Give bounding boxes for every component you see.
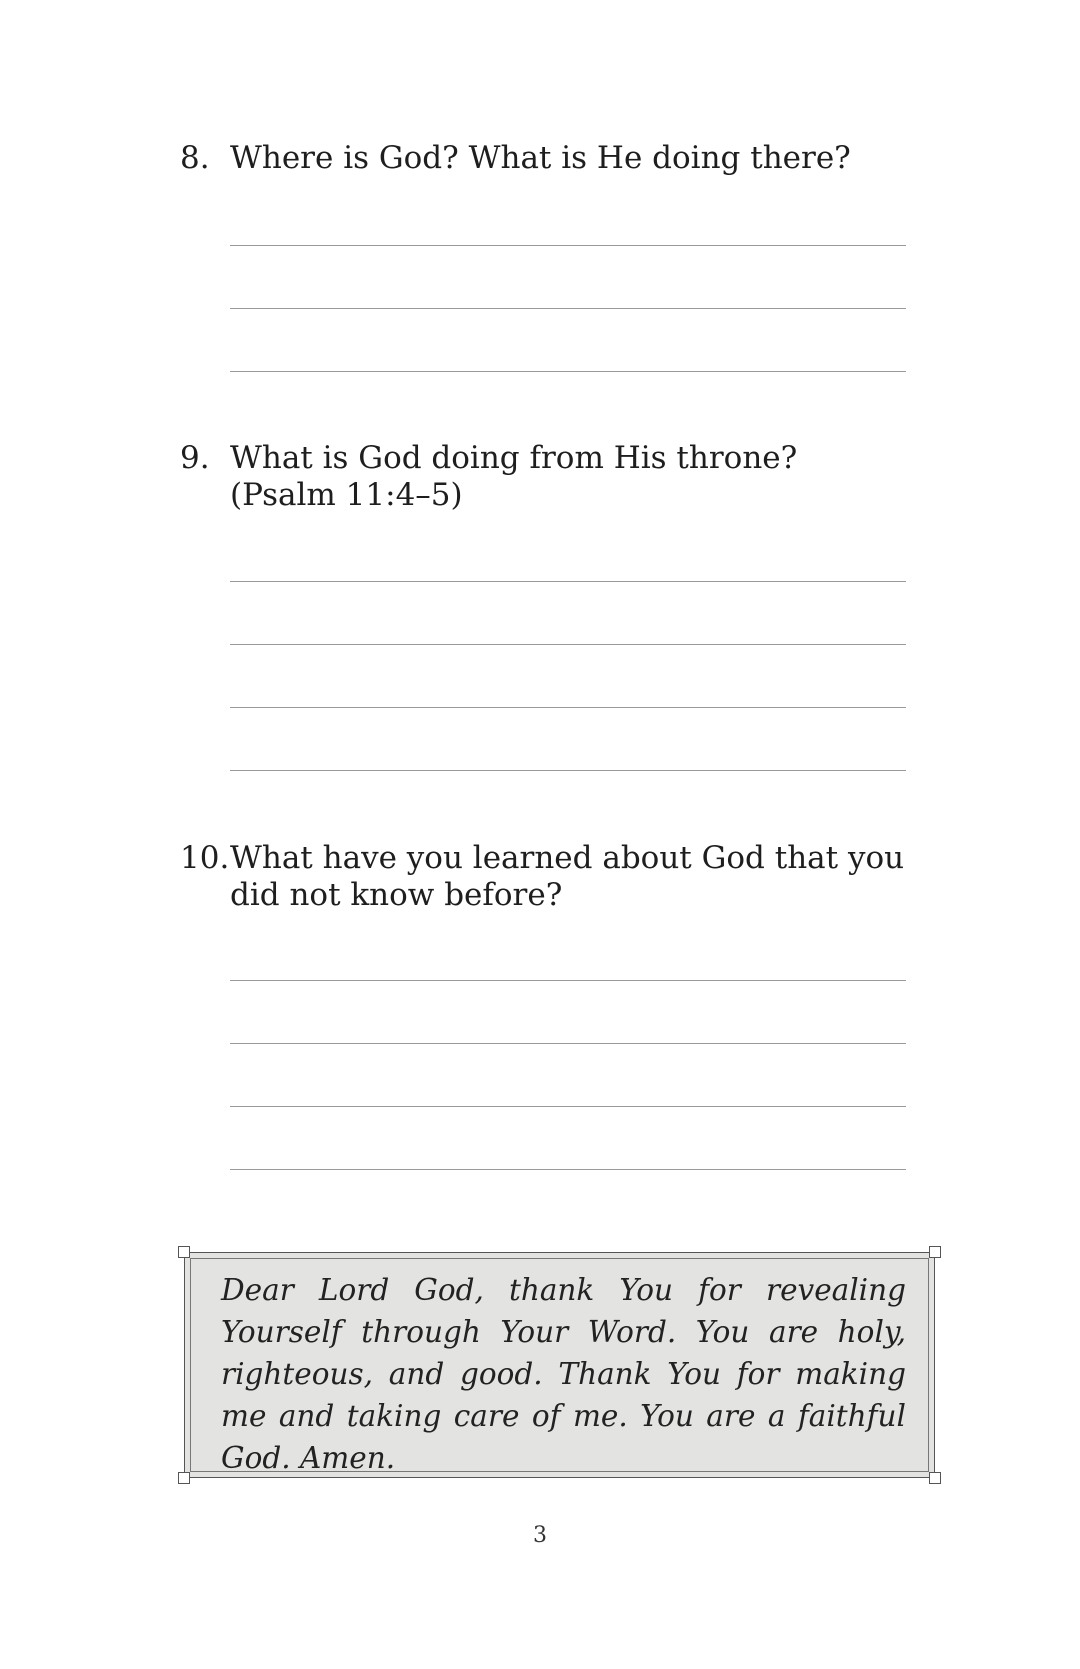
answer-line[interactable] xyxy=(230,581,906,582)
prayer-text: Dear Lord God, thank You for revealing Yourself through Your Word. You are holy, righteous, and good. Thank You for making me and taking care of me. You are a faithful God. Amen. xyxy=(221,1273,906,1475)
page-number: 3 xyxy=(533,1523,547,1548)
answer-line[interactable] xyxy=(230,770,906,771)
answer-line[interactable] xyxy=(230,1169,906,1170)
answer-line[interactable] xyxy=(230,308,906,309)
prayer-box xyxy=(184,1252,935,1478)
corner-ornament-icon xyxy=(178,1246,190,1258)
corner-ornament-icon xyxy=(178,1472,190,1484)
question-number: 10. xyxy=(180,840,230,876)
question-number: 9. xyxy=(180,440,210,476)
answer-line[interactable] xyxy=(230,980,906,981)
question-8 xyxy=(180,140,910,177)
question-10 xyxy=(180,840,910,914)
question-9 xyxy=(180,440,910,514)
answer-line[interactable] xyxy=(230,644,906,645)
answer-line[interactable] xyxy=(230,1043,906,1044)
corner-ornament-icon xyxy=(929,1472,941,1484)
answer-line[interactable] xyxy=(230,245,906,246)
question-text: What is God doing from His throne? (Psalm 11:4–5) xyxy=(230,440,798,513)
question-text: What have you learned about God that you did not know before? xyxy=(230,840,905,913)
question-text: Where is God? What is He doing there? xyxy=(230,140,851,176)
answer-line[interactable] xyxy=(230,371,906,372)
question-number: 8. xyxy=(180,140,210,176)
corner-ornament-icon xyxy=(929,1246,941,1258)
answer-line[interactable] xyxy=(230,707,906,708)
answer-line[interactable] xyxy=(230,1106,906,1107)
